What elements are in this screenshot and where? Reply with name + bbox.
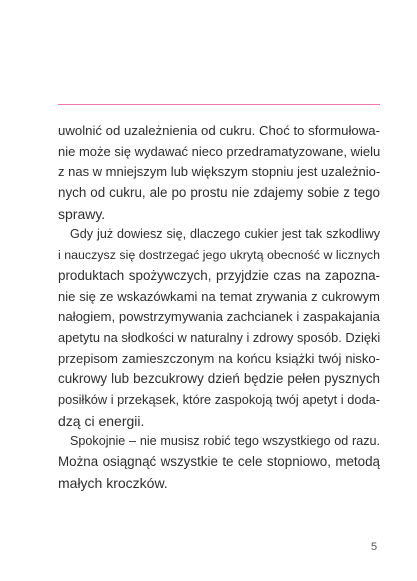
text-line: i nauczysz się dostrzegać jego ukrytą obecność w licznych [58, 248, 380, 263]
text-line: nych od cukru, ale po prostu nie zdajemy sobie z tego [58, 185, 380, 201]
text-line: posiłków i przekąsek, które zaspokoją twój apetyt i doda- [58, 391, 380, 407]
text-line: Gdy już dowiesz się, dlaczego cukier jest tak szkodliwy [70, 227, 380, 242]
page-number: 5 [371, 541, 378, 553]
text-line: nałogiem, powstrzymywania zachcianek i zaspakajania [58, 309, 380, 325]
text-line: sprawy. [58, 205, 106, 222]
text-line: nie się ze wskazówkami na temat zrywania z cukrowym [58, 288, 380, 304]
text-line: z nas w mniejszym lub większym stopniu jest uzależnio- [58, 164, 381, 180]
text-line: małych kroczków. [58, 474, 168, 491]
text-line: apetytu na słodkości w naturalny i zdrowy sposób. Dzięki [58, 329, 381, 345]
text-line: cukrowy lub bezcukrowy dzień będzie pełen pysznych [58, 371, 380, 387]
body-text [58, 121, 380, 493]
text-line: produktach spożywczych, przyjdzie czas na zapozna- [58, 267, 380, 283]
text-line: Można osiągnąć wszystkie te cele stopniowo, metodą [58, 454, 380, 469]
header-rule [58, 104, 380, 105]
text-line: dzą ci energii. [58, 412, 145, 429]
text-line: nie może się wydawać nieco przedramatyzowane, wielu [58, 143, 381, 159]
text-line: Spokojnie – nie musisz robić tego wszystkiego od razu. [70, 434, 380, 449]
text-line: uwolnić od uzależnienia od cukru. Choć to sformułowa- [58, 123, 380, 138]
text-line: przepisom zamieszczonym na końcu książki twój nisko- [58, 350, 380, 366]
